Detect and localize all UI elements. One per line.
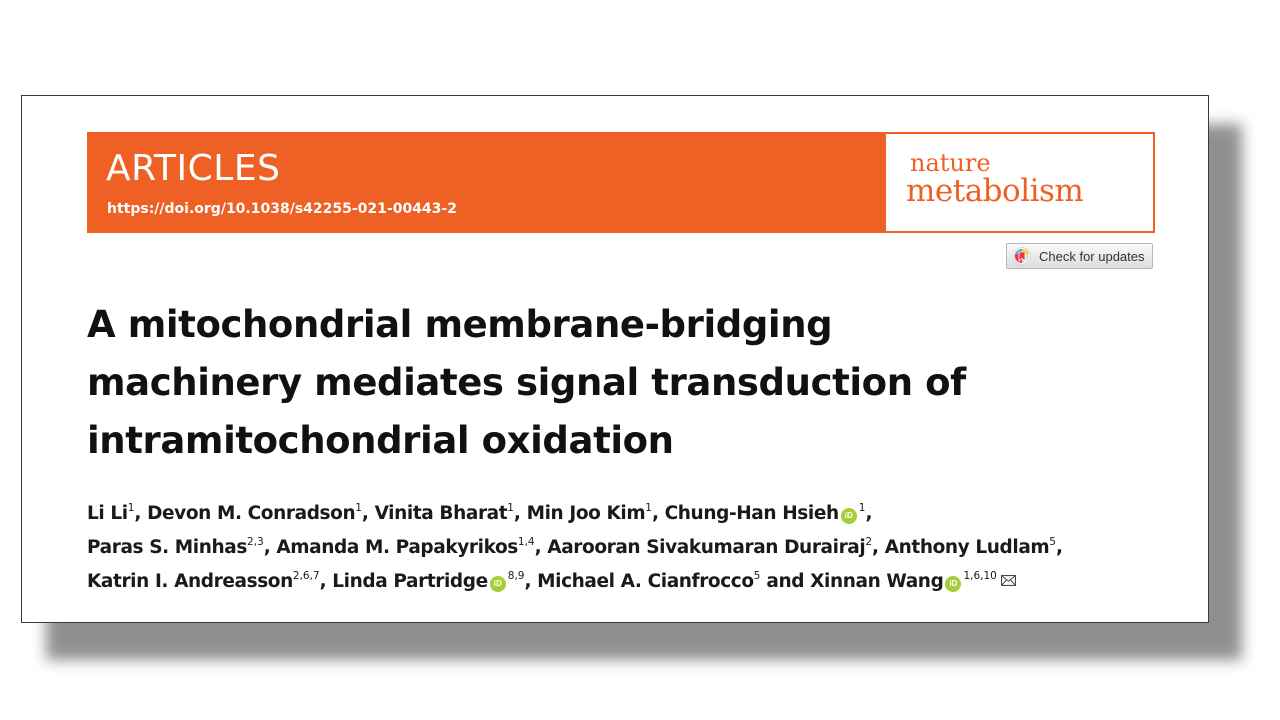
affiliation-number[interactable]: 1 [507,501,514,514]
article-title [87,296,1087,470]
orcid-icon[interactable]: iD [945,576,961,592]
author-entry [547,537,872,558]
author-name[interactable]: Li Li [87,503,128,524]
author-entry [87,503,134,524]
author-entry [885,537,1056,558]
affiliation-number[interactable]: 1 [127,501,135,514]
affiliation-number[interactable]: 8,9 [507,569,525,582]
journal-logo-line2: metabolism [906,173,1084,209]
author-entry [87,537,264,558]
author-entry [527,503,652,524]
author-separator: , [263,537,277,558]
author-separator: , [865,503,873,524]
journal-logo-line1: nature [910,149,991,177]
author-separator: , [534,537,548,558]
article-type-label: ARTICLES [106,148,281,189]
author-separator: , [319,571,333,592]
affiliation-number[interactable]: 2 [865,535,873,548]
check-for-updates-button[interactable] [1006,243,1153,269]
affiliation-number[interactable]: 1,4 [517,535,535,548]
doi-link[interactable]: https://doi.org/10.1038/s42255-021-00443-2 [107,201,457,217]
author-entry [665,503,866,524]
author-entry [87,571,320,592]
author-entry [375,503,514,524]
title-line: machinery mediates signal transduction of [87,361,966,404]
affiliation-number[interactable]: 2,3 [247,535,264,548]
affiliation-number[interactable]: 5 [1049,535,1056,548]
orcid-icon[interactable]: iD [841,508,857,524]
author-name[interactable]: Paras S. Minhas [87,537,247,558]
author-separator: , [361,503,375,524]
author-separator: and [760,571,811,592]
author-name[interactable]: Michael A. Cianfrocco [537,571,754,592]
article-header-card [21,95,1209,623]
author-name[interactable]: Amanda M. Papakyrikos [276,537,518,558]
affiliation-number[interactable]: 1,6,10 [963,569,997,582]
author-name[interactable]: Vinita Bharat [374,503,508,524]
author-name[interactable]: Chung-Han Hsieh [664,503,839,524]
affiliation-number[interactable]: 1 [355,501,362,514]
crossmark-icon [1013,247,1031,265]
author-separator: , [134,503,148,524]
author-separator: , [513,503,527,524]
title-line: A mitochondrial membrane-bridging [87,303,833,346]
author-name[interactable]: Xinnan Wang [810,571,944,592]
journal-logo [886,134,1153,231]
affiliation-number[interactable]: 1 [645,501,652,514]
orcid-icon[interactable]: iD [490,576,506,592]
author-entry [276,537,534,558]
author-name[interactable]: Aarooran Sivakumaran Durairaj [547,537,866,558]
envelope-icon[interactable] [1001,575,1016,586]
author-separator: , [524,571,538,592]
author-separator: , [1055,537,1063,558]
author-name[interactable]: Katrin I. Andreasson [87,571,293,592]
author-entry [147,503,362,524]
author-name[interactable]: Anthony Ludlam [884,537,1050,558]
author-separator: , [651,503,665,524]
author-name[interactable]: Min Joo Kim [526,503,646,524]
author-separator: , [872,537,885,558]
author-entry [810,571,1016,592]
affiliation-number[interactable]: 1 [858,501,866,514]
check-for-updates-label: Check for updates [1039,248,1145,264]
article-banner [87,132,1155,233]
author-entry [537,571,760,592]
affiliation-number[interactable]: 5 [753,569,761,582]
author-name[interactable]: Linda Partridge [332,571,488,592]
author-entry [332,571,524,592]
author-list [87,497,1177,599]
title-line: intramitochondrial oxidation [87,419,674,462]
affiliation-number[interactable]: 2,6,7 [292,569,320,582]
author-name[interactable]: Devon M. Conradson [147,503,356,524]
